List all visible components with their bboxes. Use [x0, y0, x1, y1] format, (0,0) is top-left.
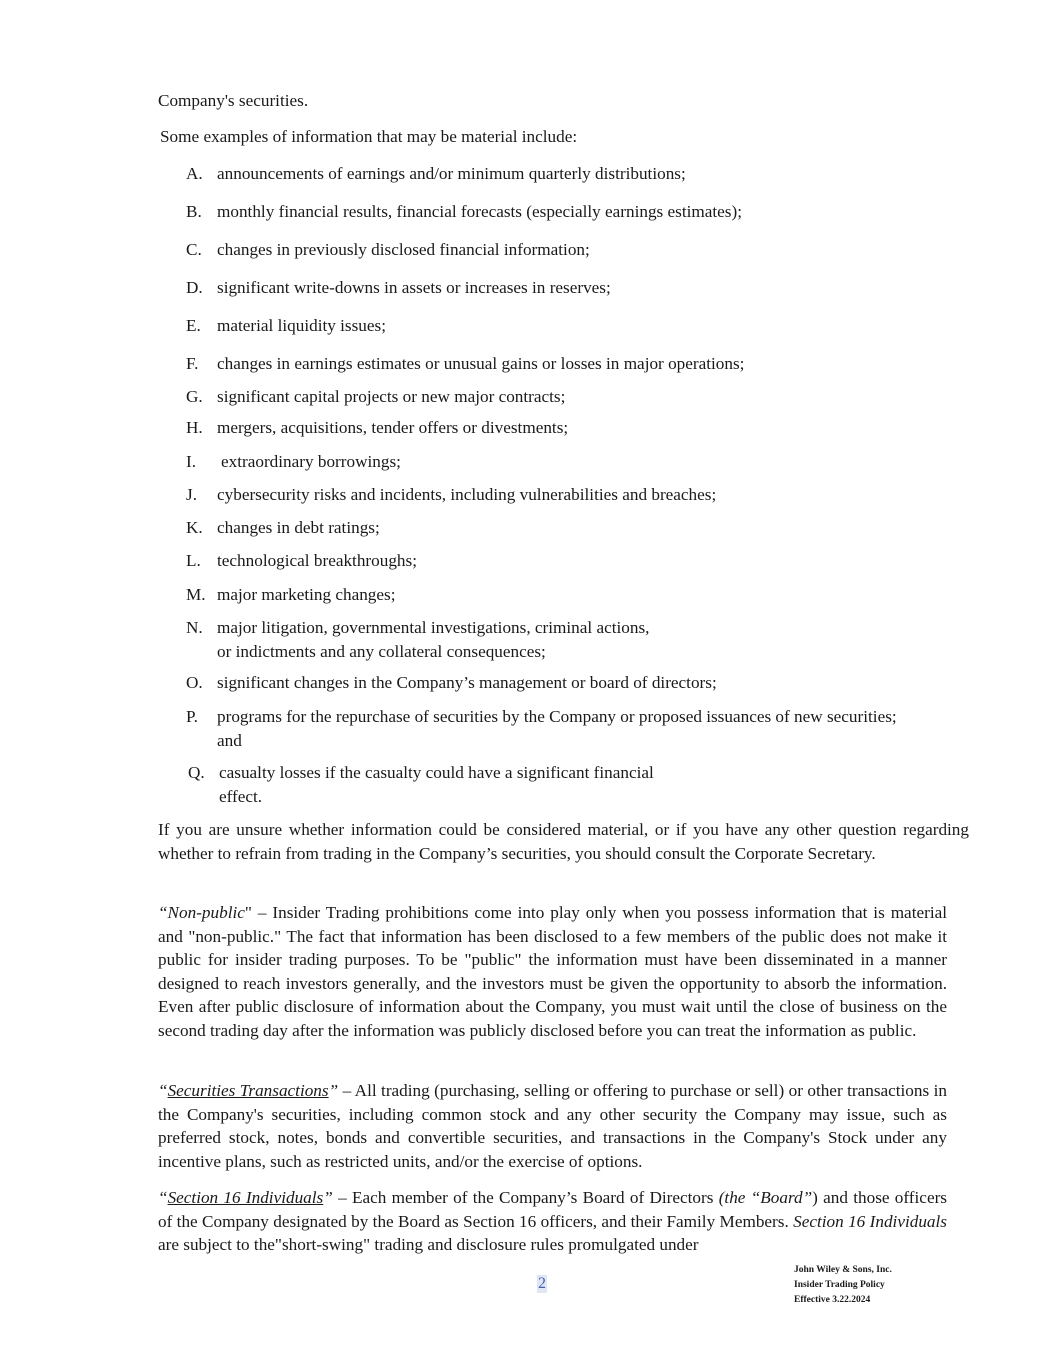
list-item-text: material liquidity issues; [217, 316, 386, 335]
section16-body-2: ) and those officers of the Company designated by the Board as Section 16 officers, and their Family Members. [158, 1188, 947, 1231]
list-item-letter: M. [186, 585, 206, 604]
list-item-text: cybersecurity risks and incidents, including vulnerabilities and breaches; [217, 485, 717, 504]
section16-body-3: are subject to the"short-swing" trading and disclosure rules promulgated under [158, 1235, 699, 1254]
list-item-text-continued: and [217, 731, 242, 750]
securities-term: Securities Transactions [167, 1081, 329, 1100]
footer-company: John Wiley & Sons, Inc. [794, 1265, 892, 1275]
section16-close-quote: ” [323, 1188, 333, 1207]
footer-effective: Effective 3.22.2024 [794, 1295, 871, 1305]
list-item-letter: L. [186, 551, 201, 570]
board-term: (the “Board” [718, 1188, 813, 1207]
list-item-text: changes in earnings estimates or unusual gains or losses in major operations; [217, 354, 745, 373]
list-item-text: significant changes in the Company’s management or board of directors; [217, 673, 717, 692]
section16-definition [158, 1186, 947, 1257]
continuation-text: Company's securities. [158, 91, 309, 110]
section16-open-quote: “ [158, 1188, 168, 1207]
list-item-letter: J. [186, 485, 197, 504]
list-item-letter: C. [186, 240, 202, 259]
securities-close-quote: ” [328, 1081, 339, 1100]
list-item-text: extraordinary borrowings; [221, 452, 401, 471]
list-item-text-continued: effect. [219, 787, 263, 806]
list-item-text: mergers, acquisitions, tender offers or divestments; [217, 418, 569, 437]
list-item-text: major marketing changes; [217, 585, 396, 604]
list-item-text: changes in previously disclosed financial information; [217, 240, 590, 259]
list-item-letter: I. [186, 452, 197, 471]
list-item-letter: B. [186, 202, 202, 221]
list-item-letter: P. [186, 707, 198, 726]
list-item-letter: A. [186, 164, 203, 183]
list-item-text: technological breakthroughs; [217, 551, 417, 570]
list-item-text: monthly financial results, financial forecasts (especially earnings estimates); [217, 202, 742, 221]
document-footer [794, 1263, 892, 1308]
nonpublic-body: – Insider Trading prohibitions come into play only when you possess information that is material and "non-public." The fact that information has been disclosed to a few members of the public does not make it public for insider trading purposes. To be "public" the information must have been disseminated in a manner designed to reach investors generally, and the investors must be given the opportunity to absorb the information. Even after public disclosure of information about the Company, you must wait until the close of business on the second trading day after the information was publicly disclosed before you can treat the information as public. [158, 903, 947, 1040]
list-item-letter: O. [186, 673, 203, 692]
list-item-letter: N. [186, 618, 203, 637]
section16-body-1: – Each member of the Company’s Board of Directors [332, 1188, 719, 1207]
securities-open-quote: “ [158, 1081, 168, 1100]
list-item-letter: D. [186, 278, 203, 297]
nonpublic-close-quote: " [244, 903, 252, 922]
list-item-letter: F. [186, 354, 199, 373]
section16-term: Section 16 Individuals [167, 1188, 324, 1207]
list-item-text: changes in debt ratings; [217, 518, 380, 537]
footer-policy: Insider Trading Policy [794, 1280, 885, 1290]
securities-body: – All trading (purchasing, selling or offering to purchase or sell) or other transactions in the Company's securities, including common stock and any other security the Company may issue, such as preferred stock, notes, bonds and convertible securities, and transactions in the Company's Stock under any incentive plans, such as restricted units, and/or the exercise of options. [158, 1081, 947, 1171]
securities-transactions-definition [158, 1079, 947, 1173]
list-item-text: casualty losses if the casualty could have a significant financial [219, 763, 654, 782]
list-item-text: programs for the repurchase of securities by the Company or proposed issuances of new securities; [217, 707, 897, 726]
list-item-text: significant capital projects or new major contracts; [217, 387, 566, 406]
nonpublic-term: “Non-public [158, 903, 245, 922]
list-intro: Some examples of information that may be material include: [160, 127, 578, 146]
list-item-text-continued: or indictments and any collateral consequences; [217, 642, 546, 661]
list-item-letter: Q. [188, 763, 205, 782]
list-item-text: significant write-downs in assets or increases in reserves; [217, 278, 611, 297]
page-number: 2 [538, 1275, 546, 1292]
unsure-paragraph: If you are unsure whether information could be considered material, or if you have any other question regarding whether to refrain from trading in the Company’s securities, you should consult the Corporate Secretary. [158, 820, 969, 863]
list-item-letter: G. [186, 387, 203, 406]
section16-term-2: Section 16 Individuals [793, 1211, 947, 1231]
list-item-letter: E. [186, 316, 201, 335]
list-item-text: major litigation, governmental investigations, criminal actions, [217, 618, 650, 637]
list-item-letter: H. [186, 418, 203, 437]
list-item-text: announcements of earnings and/or minimum quarterly distributions; [217, 164, 686, 183]
list-item-letter: K. [186, 518, 203, 537]
nonpublic-definition [158, 901, 947, 1042]
